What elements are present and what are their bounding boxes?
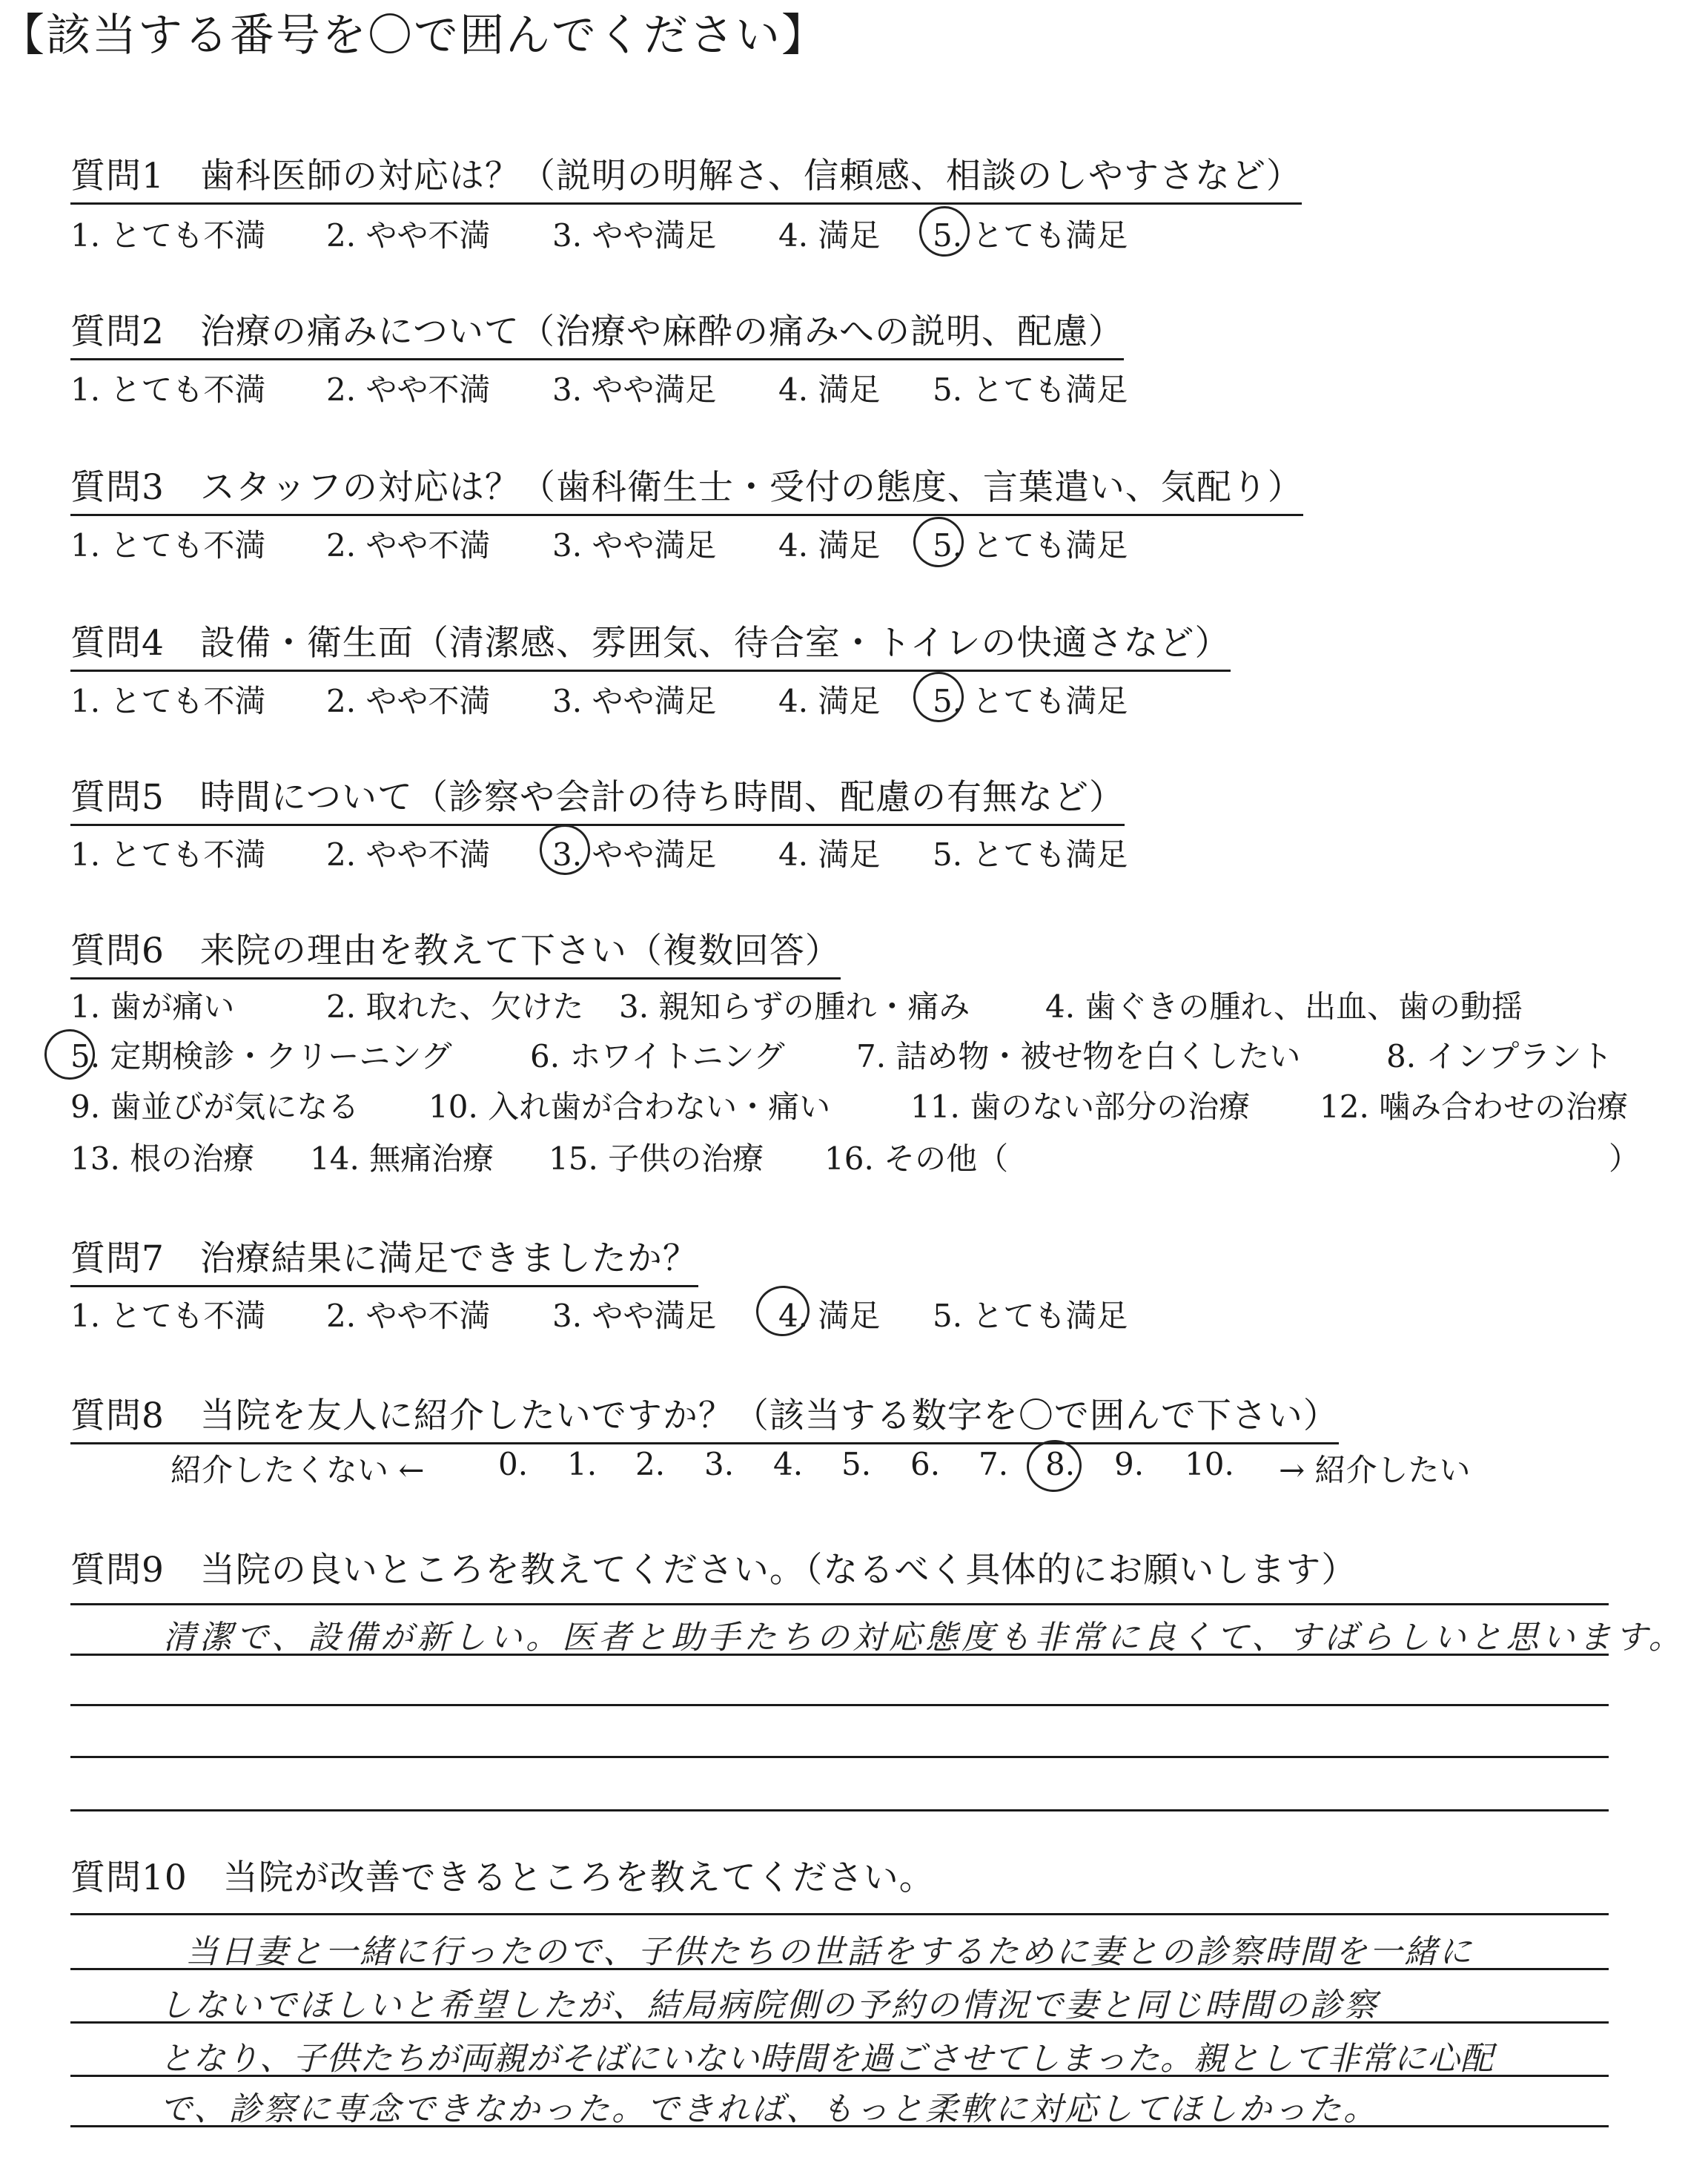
q8-option-3[interactable]: 3. xyxy=(704,1446,735,1482)
q4-option-5[interactable]: 5. とても満足 xyxy=(933,683,1128,719)
q10-answer-line-text-3: となり、子供たちが両親がそばにいない時間を過ごさせてしまった。親として非常に心配 xyxy=(159,2040,1494,2078)
q8-option-8[interactable]: 8. xyxy=(1045,1446,1076,1482)
q7-option-1[interactable]: 1. とても不満 xyxy=(70,1298,266,1334)
q4-option-4[interactable]: 4. 満足 xyxy=(778,683,881,719)
q2-option-5[interactable]: 5. とても満足 xyxy=(933,371,1128,408)
q5-option-4[interactable]: 4. 満足 xyxy=(778,836,881,873)
page-title: 【該当する番号を〇で囲んでください】 xyxy=(0,10,827,62)
q2-option-2[interactable]: 2. やや不満 xyxy=(326,371,491,408)
q7-option-5[interactable]: 5. とても満足 xyxy=(933,1298,1128,1334)
q3-option-4[interactable]: 4. 満足 xyxy=(778,527,881,564)
q8-option-10[interactable]: 10. xyxy=(1185,1446,1234,1482)
q8-option-9[interactable]: 9. xyxy=(1114,1446,1145,1482)
q6-option-13[interactable]: 13. 根の治療 xyxy=(70,1140,255,1177)
q10-answer-line-2[interactable] xyxy=(70,2021,1609,2024)
q6-option-3[interactable]: 3. 親知らずの腫れ・痛み xyxy=(619,988,970,1025)
q2-option-3[interactable]: 3. やや満足 xyxy=(552,371,717,408)
q1-option-5[interactable]: 5. とても満足 xyxy=(933,217,1128,254)
q9-answer-line-3[interactable] xyxy=(70,1756,1609,1758)
q6-option-11[interactable]: 11. 歯のない部分の治療 xyxy=(910,1089,1251,1125)
q5-option-2[interactable]: 2. やや不満 xyxy=(326,836,491,873)
q5-option-5[interactable]: 5. とても満足 xyxy=(933,836,1128,873)
q8-option-6[interactable]: 6. xyxy=(910,1446,941,1482)
q9-answer-line-top xyxy=(70,1603,1609,1605)
q4-option-2[interactable]: 2. やや不満 xyxy=(326,683,491,719)
q10-answer-line-text-2: しないでほしいと希望したが、結局病院側の予約の情況で妻と同じ時間の診察 xyxy=(159,1986,1379,2024)
q6-option-8[interactable]: 8. インプラント xyxy=(1386,1038,1613,1074)
q6-option-6[interactable]: 6. ホワイトニング xyxy=(530,1038,785,1074)
q5-option-3[interactable]: 3. やや満足 xyxy=(552,836,717,873)
question-7-title: 質問7 治療結果に満足できましたか？ xyxy=(70,1231,698,1287)
q8-answer-circle xyxy=(1023,1436,1085,1496)
q6-option-10[interactable]: 10. 入れ歯が合わない・痛い xyxy=(428,1089,831,1125)
q8-option-0[interactable]: 0. xyxy=(498,1446,529,1482)
question-3-title: 質問3 スタッフの対応は？（歯科衛生士・受付の態度、言葉遣い、気配り） xyxy=(70,460,1303,516)
q1-option-4[interactable]: 4. 満足 xyxy=(778,217,881,254)
q8-right-label: → 紹介したい xyxy=(1279,1452,1471,1488)
q8-option-5[interactable]: 5. xyxy=(841,1446,872,1482)
q10-answer-line-text-4: で、診察に専念できなかった。できれば、もっと柔軟に対応してほしかった。 xyxy=(159,2090,1379,2128)
q8-option-2[interactable]: 2. xyxy=(635,1446,666,1482)
q9-answer-line-1[interactable] xyxy=(70,1654,1609,1656)
q6-option-2[interactable]: 2. 取れた、欠けた xyxy=(326,988,584,1025)
q10-answer-line-1[interactable] xyxy=(70,1968,1609,1970)
q6-option-9[interactable]: 9. 歯並びが気になる xyxy=(70,1089,360,1125)
q7-option-3[interactable]: 3. やや満足 xyxy=(552,1298,717,1334)
q3-option-1[interactable]: 1. とても不満 xyxy=(70,527,266,564)
q6-other-close-paren: ） xyxy=(1609,1140,1641,1177)
q6-option-14[interactable]: 14. 無痛治療 xyxy=(310,1140,494,1177)
q6-option-4[interactable]: 4. 歯ぐきの腫れ、出血、歯の動揺 xyxy=(1045,988,1523,1025)
q10-answer-line-4[interactable] xyxy=(70,2125,1609,2127)
q8-left-label: 紹介したくない ← xyxy=(171,1452,425,1488)
q9-answer-line-4[interactable] xyxy=(70,1809,1609,1811)
q10-answer-line-top xyxy=(70,1913,1609,1915)
q6-option-5[interactable]: 5. 定期検診・クリーニング xyxy=(70,1038,452,1074)
q6-option-12[interactable]: 12. 噛み合わせの治療 xyxy=(1320,1089,1629,1125)
q3-option-5[interactable]: 5. とても満足 xyxy=(933,527,1128,564)
q8-option-1[interactable]: 1. xyxy=(567,1446,598,1482)
q9-handwritten-answer: 清潔で、設備が新しい。医者と助手たちの対応態度も非常に良くて、すばらしいと思います。 xyxy=(163,1619,1685,1657)
question-10-title: 質問10 当院が改善できるところを教えてください。 xyxy=(70,1857,935,1898)
question-9-title: 質問9 当院の良いところを教えてください。（なるべく具体的にお願いします） xyxy=(70,1550,1357,1591)
q9-answer-line-2[interactable] xyxy=(70,1704,1609,1706)
q1-option-1[interactable]: 1. とても不満 xyxy=(70,217,266,254)
q6-option-7[interactable]: 7. 詰め物・被せ物を白くしたい xyxy=(856,1038,1301,1074)
question-1-title: 質問1 歯科医師の対応は？（説明の明解さ、信頼感、相談のしやすさなど） xyxy=(70,148,1302,205)
q10-answer-line-3[interactable] xyxy=(70,2075,1609,2077)
question-6-title: 質問6 来院の理由を教えて下さい（複数回答） xyxy=(70,923,841,980)
q5-option-1[interactable]: 1. とても不満 xyxy=(70,836,266,873)
question-4-title: 質問4 設備・衛生面（清潔感、雰囲気、待合室・トイレの快適さなど） xyxy=(70,615,1231,672)
q8-option-7[interactable]: 7. xyxy=(979,1446,1009,1482)
q6-option-16[interactable]: 16. その他（ xyxy=(824,1140,1009,1177)
q2-option-4[interactable]: 4. 満足 xyxy=(778,371,881,408)
q7-option-2[interactable]: 2. やや不満 xyxy=(326,1298,491,1334)
q1-option-3[interactable]: 3. やや満足 xyxy=(552,217,717,254)
q6-option-15[interactable]: 15. 子供の治療 xyxy=(549,1140,764,1177)
q3-option-3[interactable]: 3. やや満足 xyxy=(552,527,717,564)
q7-option-4[interactable]: 4. 満足 xyxy=(778,1298,881,1334)
question-2-title: 質問2 治療の痛みについて（治療や麻酔の痛みへの説明、配慮） xyxy=(70,304,1124,360)
q8-option-4[interactable]: 4. xyxy=(773,1446,804,1482)
q4-option-1[interactable]: 1. とても不満 xyxy=(70,683,266,719)
q1-option-2[interactable]: 2. やや不満 xyxy=(326,217,491,254)
q10-answer-line-text-1: 当日妻と一緒に行ったので、子供たちの世話をするために妻との診察時間を一緒に xyxy=(185,1933,1474,1971)
q2-option-1[interactable]: 1. とても不満 xyxy=(70,371,266,408)
q6-option-1[interactable]: 1. 歯が痛い xyxy=(70,988,235,1025)
q4-option-3[interactable]: 3. やや満足 xyxy=(552,683,717,719)
question-5-title: 質問5 時間について（診察や会計の待ち時間、配慮の有無など） xyxy=(70,770,1125,826)
q3-option-2[interactable]: 2. やや不満 xyxy=(326,527,491,564)
question-8-title: 質問8 当院を友人に紹介したいですか？（該当する数字を〇で囲んで下さい） xyxy=(70,1388,1339,1444)
